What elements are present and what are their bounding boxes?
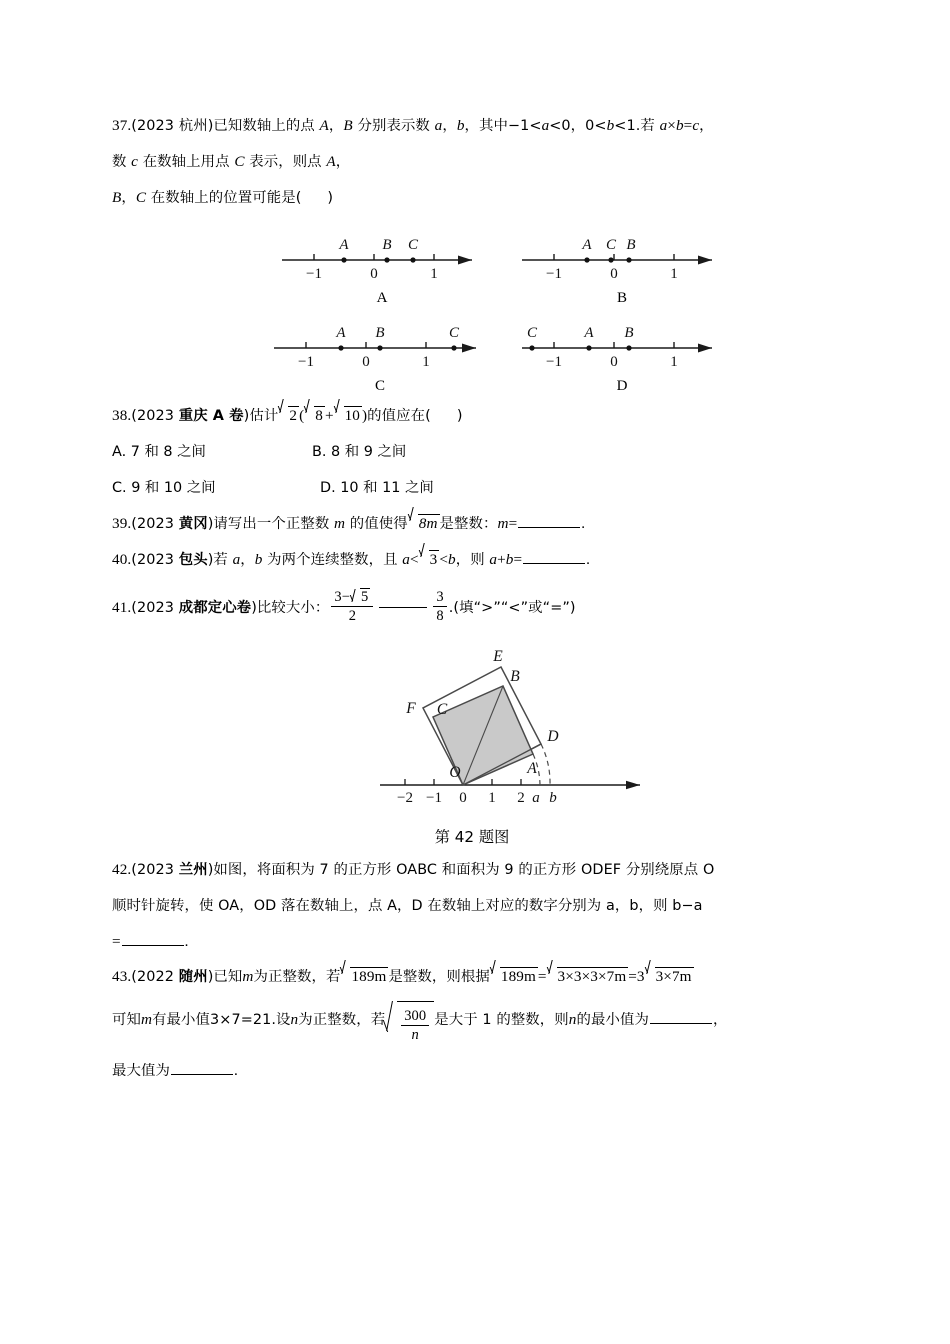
- q39-var-m2: m: [497, 515, 509, 532]
- q42-number: 42.: [112, 861, 132, 878]
- q43-var-m: m: [242, 968, 254, 985]
- q37-source: (2023 杭州): [131, 118, 214, 134]
- svg-text:1: 1: [488, 790, 496, 806]
- svg-text:B: B: [624, 325, 634, 341]
- q40-t2: 为两个连续整数，且: [262, 552, 403, 568]
- q38-paren-open: (: [299, 407, 305, 424]
- q40-source-post: ): [207, 552, 214, 568]
- q43-period: .: [233, 1061, 238, 1079]
- q40-ineq-a: a: [402, 551, 410, 568]
- q38-choice-D[interactable]: D. 10 和 11 之间: [320, 480, 434, 496]
- q41-source-name: 成都定心卷: [178, 600, 252, 616]
- q41-frac1-num-text: 3−: [334, 588, 351, 605]
- q41-sqrt-5: [351, 588, 370, 606]
- svg-text:B: B: [382, 237, 392, 253]
- figure-42: [112, 644, 838, 846]
- q41-fraction-right: [433, 589, 446, 624]
- q38-source-post: ): [243, 408, 250, 424]
- svg-text:−1: −1: [426, 790, 442, 806]
- q40-t3: ，则: [455, 552, 490, 568]
- q38-source-pre: (2023: [131, 408, 179, 424]
- q43-sqrt-3x7m: [646, 959, 694, 994]
- q43-source-post: ): [207, 969, 214, 985]
- q39-line: [112, 506, 838, 542]
- q37-var-b3: b: [675, 117, 684, 134]
- q43-source-name: 随州: [178, 969, 208, 985]
- q41-frac2-denom: 8: [436, 608, 444, 625]
- q40-lt1: <: [409, 551, 419, 568]
- question-42: [112, 852, 838, 959]
- q41-source-pre: (2023: [131, 600, 179, 616]
- q43-number: 43.: [112, 968, 132, 985]
- q39-eq: =: [508, 515, 518, 532]
- q43-answer-blank-min[interactable]: [650, 1010, 712, 1024]
- q43-sqrt-frac-body: [397, 1001, 434, 1053]
- number-line-A: [276, 230, 488, 286]
- svg-text:O: O: [449, 764, 461, 781]
- q39-number: 39.: [112, 515, 132, 532]
- question-39: [112, 506, 838, 542]
- svg-text:A: A: [584, 325, 594, 341]
- svg-text:D: D: [547, 728, 559, 745]
- q41-t1: 比较大小：: [256, 600, 330, 616]
- q43-eq1: =: [537, 968, 547, 985]
- q39-t1: 请写出一个正整数: [213, 516, 335, 532]
- q37-pt-B: B: [343, 117, 353, 134]
- q43-sqrt-factors: [548, 959, 629, 994]
- svg-text:C: C: [448, 325, 460, 341]
- question-38: [112, 398, 838, 506]
- q43-frac-numer: 300: [401, 1008, 429, 1026]
- q40-t1: 若: [213, 552, 233, 568]
- q38-choice-A[interactable]: A. 7 和 8 之间: [112, 444, 206, 460]
- q38-t3: ): [456, 408, 463, 424]
- q40-lt2: <: [439, 551, 449, 568]
- q37-times: ×: [667, 117, 676, 134]
- figure-42-drawing: [112, 644, 838, 824]
- q37-t9: 数: [112, 154, 132, 170]
- q43-t9: 最大值为: [112, 1062, 170, 1079]
- q43-t6: 为正整数，若: [298, 1012, 386, 1028]
- q37-line-2: [112, 144, 838, 180]
- q38-sqrt-outer: [279, 398, 299, 433]
- svg-text:C: C: [407, 237, 419, 253]
- q40-sum-b: b: [505, 551, 514, 568]
- q40-source-pre: (2023: [131, 552, 179, 568]
- figure-42-caption: 第 42 题图: [434, 828, 510, 846]
- q37-pt-B2: B: [112, 189, 122, 206]
- q43-sqrt-189m-1: [341, 959, 388, 994]
- q39-t3: 是整数：: [439, 516, 498, 532]
- number-line-B: [516, 230, 728, 286]
- svg-text:2: 2: [517, 790, 525, 806]
- q43-sqrt-fraction: [385, 1001, 434, 1053]
- q40-ineq-b: b: [448, 551, 456, 568]
- q43-var-m2: m: [140, 1011, 153, 1028]
- question-41: [112, 584, 838, 632]
- q37-var-c: c: [692, 117, 700, 134]
- svg-text:0: 0: [610, 266, 618, 282]
- q42-line-3: [112, 924, 838, 959]
- q37-pt-C2: C: [135, 189, 147, 206]
- q38-number: 38.: [112, 407, 132, 424]
- q37-var-a: a: [434, 117, 443, 134]
- q42-source-pre: (2023: [131, 862, 179, 878]
- q38-sqrt-outer-val: 2: [289, 407, 298, 424]
- content-column: [112, 108, 838, 1089]
- q40-sqrt: [420, 542, 440, 577]
- q38-choice-row-2: [112, 470, 838, 506]
- q38-source-name: 重庆 A 卷: [178, 408, 244, 424]
- q37-t6: <0，0<: [549, 118, 607, 134]
- question-37: [112, 108, 838, 398]
- q38-choices: [112, 434, 838, 506]
- q38-sqrt-10: [335, 398, 362, 433]
- q42-line-1: [112, 852, 838, 888]
- q43-comma: ，: [712, 1012, 728, 1028]
- q38-paren-close: ): [362, 407, 368, 424]
- q39-source-name: 黄冈: [178, 516, 208, 532]
- q43-answer-blank-max[interactable]: [171, 1061, 233, 1075]
- svg-text:A: A: [582, 237, 592, 253]
- q41-frac1-numer: [331, 588, 373, 608]
- svg-text:a: a: [532, 790, 540, 806]
- q43-source-pre: (2022: [131, 969, 179, 985]
- svg-text:−1: −1: [306, 266, 322, 282]
- q43-line-2: [112, 995, 838, 1053]
- svg-text:B: B: [510, 668, 520, 685]
- q37-option-C[interactable]: [268, 318, 492, 395]
- q38-plus: +: [324, 407, 334, 424]
- q39-sqrt-val: 8m: [418, 515, 438, 532]
- number-line-D: [516, 318, 728, 374]
- q39-t2: 的值使得: [345, 516, 408, 532]
- q39-period: .: [581, 515, 586, 532]
- q42-t1: 如图，将面积为 7 的正方形 OABC 和面积为 9 的正方形 ODEF 分别绕原点 O: [213, 862, 715, 878]
- q37-t4: ，: [442, 118, 457, 134]
- q43-t7: 是大于 1 的整数，则: [434, 1012, 569, 1028]
- svg-text:C: C: [605, 237, 617, 253]
- q40-source-name: 包头: [178, 552, 208, 568]
- q41-line: [112, 584, 838, 632]
- q40-line: [112, 542, 838, 578]
- q42-period: .: [184, 933, 189, 950]
- q41-fraction-left: [331, 588, 373, 625]
- q37-pt-C: C: [234, 153, 245, 170]
- q42-t2: 顺时针旋转，使 OA，OD 落在数轴上，点 A，D 在数轴上对应的数字分别为 a，b，则 b−a: [112, 898, 703, 914]
- svg-text:B: B: [626, 237, 636, 253]
- q43-sqrt2-val: 189m: [500, 968, 536, 985]
- q40-sqrt-val: 3: [429, 551, 438, 568]
- svg-text:0: 0: [370, 266, 378, 282]
- svg-text:A: A: [336, 325, 346, 341]
- q42-line-2: [112, 888, 838, 924]
- q38-choice-C[interactable]: C. 9 和 10 之间: [112, 480, 216, 496]
- q37-options: [112, 230, 838, 398]
- svg-text:1: 1: [430, 266, 438, 282]
- q39-var-m: m: [334, 515, 346, 532]
- q37-eq: =: [683, 117, 693, 134]
- q37-t14: 在数轴上的位置可能是(: [146, 190, 302, 206]
- svg-text:−2: −2: [397, 790, 413, 806]
- q43-line-1: [112, 959, 838, 995]
- svg-text:0: 0: [459, 790, 467, 806]
- svg-text:C: C: [526, 325, 538, 341]
- q37-option-B-label: B: [616, 290, 627, 306]
- q41-source-post: ): [251, 600, 257, 616]
- q37-option-C-label: C: [374, 378, 385, 394]
- q38-stem: [112, 398, 838, 434]
- svg-text:B: B: [375, 325, 385, 341]
- q41-frac2-numer: 3: [433, 589, 446, 607]
- q40-c1: ，: [240, 552, 255, 568]
- svg-text:F: F: [406, 700, 416, 717]
- q43-t3: 是整数，则根据: [388, 969, 490, 985]
- q41-t2: .(填“>”“<”或“=”): [448, 600, 576, 616]
- q40-plus: +: [497, 551, 506, 568]
- q43-t5: 有最小值3×7=21.设: [152, 1012, 291, 1028]
- q37-t10: 在数轴上用点: [138, 154, 235, 170]
- svg-text:−1: −1: [298, 354, 314, 370]
- svg-text:0: 0: [610, 354, 618, 370]
- q42-eq: =: [112, 933, 121, 950]
- q39-source-pre: (2023: [131, 516, 179, 532]
- q43-t4: 可知: [112, 1012, 141, 1028]
- svg-text:−1: −1: [546, 354, 562, 370]
- q37-pt-A2: A: [326, 153, 336, 170]
- q42-answer-blank[interactable]: [122, 932, 184, 946]
- q43-sqrt-189m-2: [491, 959, 538, 994]
- q38-sqrt-8: [305, 398, 325, 433]
- svg-text:E: E: [493, 648, 503, 665]
- q40-eq: =: [513, 551, 523, 568]
- q40-period: .: [586, 551, 591, 568]
- q37-option-A[interactable]: [276, 230, 488, 307]
- q43-sqrt1-val: 189m: [351, 968, 387, 985]
- q43-eq2: =3: [628, 968, 645, 985]
- q37-option-D-label: D: [616, 378, 628, 394]
- q38-choice-row-1: [112, 434, 838, 470]
- q41-sqrt-5-val: 5: [361, 588, 369, 605]
- svg-text:A: A: [527, 760, 537, 777]
- q40-var-a: a: [232, 551, 241, 568]
- q37-t3: 分别表示数: [352, 118, 435, 134]
- q37-t7: <1.若: [614, 118, 660, 134]
- q37-var-a2: a: [541, 117, 550, 134]
- q40-number: 40.: [112, 551, 132, 568]
- q38-t1: 估计: [249, 408, 279, 424]
- q43-line-3: [112, 1053, 838, 1089]
- q39-sqrt: [409, 506, 440, 541]
- q37-number: 37.: [112, 117, 132, 134]
- number-line-C: [268, 318, 492, 374]
- question-40: [112, 542, 838, 578]
- q37-var-c2: c: [131, 153, 139, 170]
- q38-t2: 的值应在(: [367, 408, 431, 424]
- q43-var-n: n: [290, 1011, 299, 1028]
- q39-answer-blank[interactable]: [518, 514, 580, 528]
- svg-text:−1: −1: [546, 266, 562, 282]
- q40-var-b: b: [254, 551, 263, 568]
- q43-var-n2: n: [568, 1011, 577, 1028]
- q37-option-B[interactable]: [516, 230, 728, 307]
- svg-text:1: 1: [670, 266, 678, 282]
- q43-t1: 已知: [213, 969, 243, 985]
- q37-var-b: b: [456, 117, 465, 134]
- q37-option-D[interactable]: [516, 318, 728, 395]
- q41-comparison-blank[interactable]: [379, 594, 427, 608]
- q37-var-b2: b: [606, 117, 615, 134]
- q41-number: 41.: [112, 599, 132, 616]
- q38-choice-B[interactable]: B. 8 和 9 之间: [312, 444, 407, 460]
- q40-sum-a: a: [489, 551, 498, 568]
- q37-t8: ，: [699, 118, 714, 134]
- q42-source-name: 兰州: [178, 862, 208, 878]
- q37-t2: ，: [328, 118, 344, 134]
- q37-line-1: [112, 108, 838, 144]
- q43-t8: 的最小值为: [576, 1012, 649, 1028]
- q39-source-post: ): [207, 516, 214, 532]
- q37-t1: 已知数轴上的点: [213, 118, 320, 134]
- svg-text:1: 1: [670, 354, 678, 370]
- q43-sqrt3-val: 3×3×3×7m: [557, 968, 627, 985]
- q42-source-post: ): [207, 862, 214, 878]
- question-43: [112, 959, 838, 1089]
- q37-pt-A: A: [319, 117, 329, 134]
- q43-sqrt4-val: 3×7m: [655, 968, 692, 985]
- q37-t5: ，其中−1<: [464, 118, 542, 134]
- q37-t13: ，: [121, 190, 136, 206]
- q40-answer-blank[interactable]: [523, 550, 585, 564]
- q37-t15: ): [327, 190, 334, 206]
- svg-text:b: b: [549, 790, 557, 806]
- svg-text:1: 1: [422, 354, 430, 370]
- q37-t11: 表示，则点: [244, 154, 327, 170]
- q43-frac-denom: n: [411, 1027, 419, 1044]
- svg-text:C: C: [436, 701, 448, 718]
- q37-var-a3: a: [659, 117, 668, 134]
- q43-frac-300-n: [401, 1008, 429, 1043]
- q43-t2: 为正整数，若: [253, 969, 341, 985]
- svg-text:A: A: [339, 237, 349, 253]
- q37-option-A-label: A: [376, 290, 388, 306]
- q37-line-3: [112, 180, 838, 216]
- q41-frac1-denom: 2: [348, 608, 357, 625]
- svg-text:0: 0: [362, 354, 370, 370]
- q38-sqrt-10-val: 10: [344, 407, 360, 424]
- q38-sqrt-8-val: 8: [315, 407, 323, 424]
- q37-t12: ，: [335, 154, 351, 170]
